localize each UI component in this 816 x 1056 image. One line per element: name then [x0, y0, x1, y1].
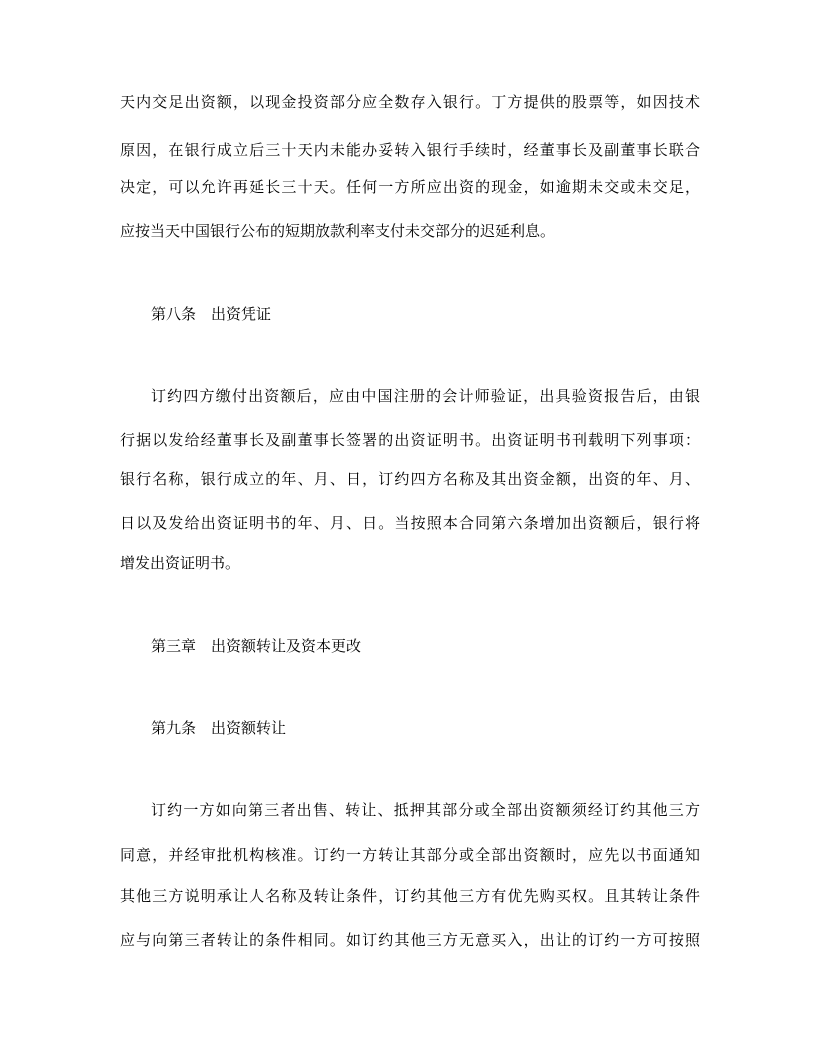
paragraph-3-line-3: 其他三方说明承让人名称及转让条件，订约其他三方有优先购买权。且其转让条件 — [120, 887, 700, 905]
paragraph-1-line-1: 天内交足出资额，以现金投资部分应全数存入银行。丁方提供的股票等，如因技术 — [120, 93, 700, 111]
article-8-heading: 第八条 出资凭证 — [151, 305, 272, 323]
paragraph-3-line-1: 订约一方如向第三者出售、转让、抵押其部分或全部出资额须经订约其他三方 — [151, 801, 700, 819]
paragraph-1-line-4: 应按当天中国银行公布的短期放款利率支付未交部分的迟延利息。 — [120, 222, 556, 240]
chapter-3-heading: 第三章 出资额转让及资本更改 — [151, 637, 362, 655]
paragraph-3-line-4: 应与向第三者转让的条件相同。如订约其他三方无意买入，出让的订约一方可按照 — [120, 931, 700, 949]
paragraph-2-line-4: 日以及发给出资证明书的年、月、日。当按照本合同第六条增加出资额后，银行将 — [120, 514, 700, 532]
paragraph-2-line-2: 行据以发给经董事长及副董事长签署的出资证明书。出资证明书刊载明下列事项： — [120, 431, 700, 449]
paragraph-1-line-3: 决定，可以允许再延长三十天。任何一方所应出资的现金，如逾期未交或未交足， — [120, 178, 700, 196]
article-9-heading: 第九条 出资额转让 — [151, 719, 287, 737]
paragraph-2-line-3: 银行名称，银行成立的年、月、日，订约四方名称及其出资金额，出资的年、月、 — [120, 470, 700, 488]
paragraph-2-line-1: 订约四方缴付出资额后，应由中国注册的会计师验证，出具验资报告后，由银 — [151, 387, 700, 405]
paragraph-3-line-2: 同意，并经审批机构核准。订约一方转让其部分或全部出资额时，应先以书面通知 — [120, 846, 700, 864]
paragraph-1-line-2: 原因，在银行成立后三十天内未能办妥转入银行手续时，经董事长及副董事长联合 — [120, 141, 700, 159]
paragraph-2-line-5: 增发出资证明书。 — [120, 554, 241, 572]
